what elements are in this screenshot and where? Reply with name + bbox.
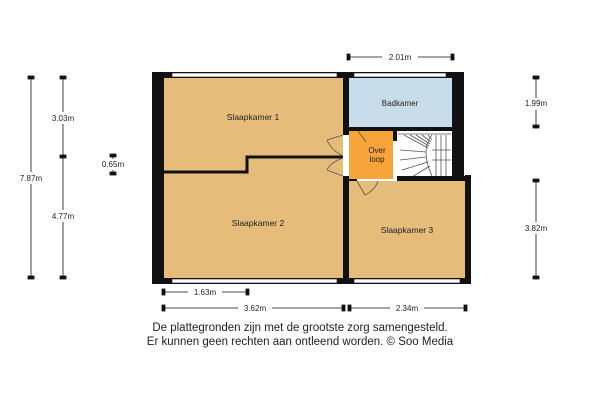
wall-bath-bottom	[349, 127, 452, 131]
wall-sk3-top	[397, 176, 471, 181]
wall-middle-lower	[343, 176, 349, 284]
staircase-floor	[397, 131, 453, 179]
dim-bottom-small: 1.63m	[193, 288, 217, 297]
dim-bottom-right: 2.34m	[395, 304, 419, 313]
wall-middle	[343, 72, 349, 135]
window-sk2	[172, 279, 337, 283]
window-sk1	[172, 73, 337, 77]
label-overloop-1: Over	[368, 146, 386, 155]
dim-left-upper: 3.03m	[51, 114, 75, 123]
dim-left-total: 7.87m	[19, 174, 43, 183]
dim-right-upper: 1.99m	[524, 99, 548, 108]
window-sk3	[354, 279, 460, 283]
window-bath	[354, 73, 446, 77]
dim-top-width: 2.01m	[388, 53, 412, 62]
dim-left-small: 0.65m	[101, 160, 125, 169]
wall-right-lower	[465, 175, 471, 284]
wall-left	[152, 72, 164, 284]
disclaimer-line-2: Er kunnen geen rechten aan ontleend worden. © Soo Media	[146, 336, 454, 348]
dim-bottom-left: 3.62m	[243, 304, 267, 313]
label-slaapkamer-2: Slaapkamer 2	[231, 218, 285, 228]
dim-left-lower: 4.77m	[51, 212, 75, 221]
label-overloop-2: loop	[369, 155, 385, 164]
wall-sk3-top-left	[349, 179, 357, 181]
label-badkamer: Badkamer	[381, 99, 419, 108]
dim-right-lower: 3.82m	[524, 224, 548, 233]
label-slaapkamer-3: Slaapkamer 3	[380, 225, 434, 235]
wall-right-upper	[452, 72, 464, 181]
label-slaapkamer-1: Slaapkamer 1	[226, 112, 280, 122]
wall-stair-divider	[393, 131, 397, 141]
disclaimer-line-1: De plattegronden zijn met de grootste zorg samengesteld.	[152, 322, 448, 334]
